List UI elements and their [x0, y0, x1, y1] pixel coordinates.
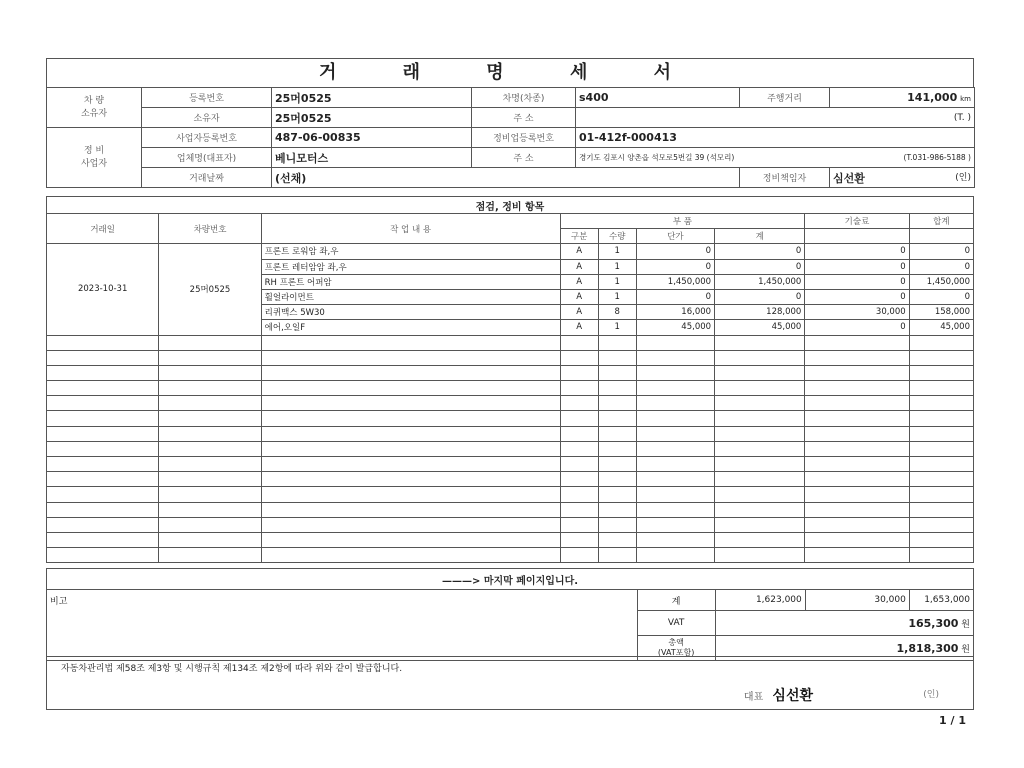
col-total-blank	[909, 229, 973, 244]
table-row	[47, 532, 974, 547]
shop-address-value: 경기도 김포시 양촌읍 석모로5번길 39 (석모리)	[579, 153, 735, 162]
blank-date	[47, 396, 159, 411]
blank-cell	[261, 411, 560, 426]
blank-cell	[636, 441, 714, 456]
item-subtotal: 0	[715, 244, 805, 259]
grand-total-won: 원	[961, 644, 970, 655]
item-subtotal: 0	[715, 259, 805, 274]
blank-cell	[715, 441, 805, 456]
issue-statement: 자동차관리법 제58조 제3항 및 시행규칙 제134조 제2항에 따라 위와 같이 발급합니다.	[61, 664, 403, 674]
item-unit-price: 16,000	[636, 305, 714, 320]
blank-cell	[560, 350, 598, 365]
blank-cell	[715, 396, 805, 411]
item-type: A	[560, 259, 598, 274]
mileage-cell	[830, 88, 975, 108]
blank-cell	[261, 548, 560, 563]
col-labor-blank	[805, 229, 909, 244]
blank-cell	[909, 548, 973, 563]
item-labor: 0	[805, 259, 909, 274]
blank-cell	[598, 411, 636, 426]
item-unit-price: 0	[636, 244, 714, 259]
item-total: 1,450,000	[909, 274, 973, 289]
blank-car	[159, 350, 261, 365]
blank-cell	[909, 517, 973, 532]
remark-label: 비고	[47, 590, 638, 661]
owner-value: 25머0525	[272, 108, 472, 128]
blank-cell	[909, 472, 973, 487]
blank-cell	[715, 457, 805, 472]
blank-car	[159, 487, 261, 502]
blank-cell	[636, 472, 714, 487]
blank-cell	[560, 411, 598, 426]
blank-date	[47, 350, 159, 365]
blank-cell	[715, 472, 805, 487]
blank-cell	[598, 441, 636, 456]
item-type: A	[560, 305, 598, 320]
model-label: 차명(차종)	[472, 88, 576, 108]
manager-seal: (인)	[955, 172, 971, 183]
blank-cell	[805, 472, 909, 487]
table-row	[47, 457, 974, 472]
blank-date	[47, 517, 159, 532]
blank-cell	[598, 517, 636, 532]
blank-cell	[805, 381, 909, 396]
blank-cell	[909, 365, 973, 380]
table-row	[47, 335, 974, 350]
item-total: 0	[909, 289, 973, 304]
blank-cell	[636, 487, 714, 502]
item-work: 프론트 로워암 좌,우	[261, 244, 560, 259]
blank-cell	[598, 472, 636, 487]
blank-date	[47, 335, 159, 350]
shop-number-value: 01-412f-000413	[576, 128, 975, 148]
blank-cell	[805, 441, 909, 456]
blank-cell	[560, 396, 598, 411]
col-qty: 수량	[598, 229, 636, 244]
item-labor: 0	[805, 274, 909, 289]
blank-car	[159, 426, 261, 441]
item-type: A	[560, 289, 598, 304]
blank-date	[47, 411, 159, 426]
item-work: 휠얼라이먼트	[261, 289, 560, 304]
blank-car	[159, 548, 261, 563]
blank-cell	[261, 426, 560, 441]
blank-cell	[598, 532, 636, 547]
blank-cell	[909, 532, 973, 547]
blank-cell	[261, 350, 560, 365]
document-title: 거 래 명 세 서	[46, 58, 974, 88]
blank-cell	[715, 381, 805, 396]
sum-total: 1,653,000	[909, 590, 973, 611]
blank-date	[47, 502, 159, 517]
blank-cell	[560, 426, 598, 441]
table-row	[47, 396, 974, 411]
blank-cell	[636, 457, 714, 472]
page-number: 1 / 1	[939, 714, 966, 727]
col-car: 차량번호	[159, 214, 261, 244]
mileage-unit: km	[960, 95, 971, 103]
vat-cell	[715, 611, 973, 636]
blank-cell	[598, 502, 636, 517]
blank-cell	[598, 365, 636, 380]
blank-car	[159, 411, 261, 426]
owner-label: 소유자	[142, 108, 272, 128]
item-labor: 0	[805, 289, 909, 304]
table-row	[47, 350, 974, 365]
mileage-label: 주행거리	[740, 88, 830, 108]
grand-total-value: 1,818,300	[896, 641, 959, 655]
blank-cell	[261, 502, 560, 517]
blank-cell	[598, 457, 636, 472]
col-total: 합계	[909, 214, 973, 229]
blank-cell	[636, 411, 714, 426]
item-qty: 1	[598, 259, 636, 274]
blank-car	[159, 472, 261, 487]
item-type: A	[560, 274, 598, 289]
blank-cell	[909, 441, 973, 456]
table-row	[47, 487, 974, 502]
table-row	[47, 244, 974, 259]
item-work: 에어,오일F	[261, 320, 560, 335]
item-unit-price: 0	[636, 259, 714, 274]
blank-cell	[560, 365, 598, 380]
item-subtotal: 128,000	[715, 305, 805, 320]
item-unit-price: 45,000	[636, 320, 714, 335]
blank-cell	[636, 532, 714, 547]
blank-cell	[636, 350, 714, 365]
blank-cell	[261, 365, 560, 380]
blank-cell	[715, 517, 805, 532]
section-title: 점검, 정비 항목	[47, 197, 974, 214]
vehicle-address-value: (T. )	[576, 108, 975, 128]
blank-cell	[560, 517, 598, 532]
summary-table	[46, 568, 974, 661]
blank-cell	[805, 350, 909, 365]
blank-cell	[805, 335, 909, 350]
blank-date	[47, 381, 159, 396]
blank-cell	[261, 441, 560, 456]
shop-name-label: 업체명(대표자)	[142, 148, 272, 168]
blank-cell	[261, 457, 560, 472]
blank-cell	[598, 487, 636, 502]
item-work: RH 프론트 어퍼암	[261, 274, 560, 289]
blank-cell	[261, 472, 560, 487]
col-subtotal: 계	[715, 229, 805, 244]
table-row	[47, 426, 974, 441]
table-row	[47, 411, 974, 426]
header-info	[46, 87, 974, 188]
blank-date	[47, 426, 159, 441]
blank-cell	[636, 335, 714, 350]
blank-cell	[715, 335, 805, 350]
item-qty: 1	[598, 274, 636, 289]
item-labor: 30,000	[805, 305, 909, 320]
item-qty: 1	[598, 244, 636, 259]
item-subtotal: 45,000	[715, 320, 805, 335]
blank-date	[47, 457, 159, 472]
blank-cell	[715, 502, 805, 517]
blank-cell	[598, 350, 636, 365]
col-work: 작 업 내 용	[261, 214, 560, 244]
item-work: 프론트 레터암암 좌,우	[261, 259, 560, 274]
table-row	[47, 381, 974, 396]
item-car: 25머0525	[159, 244, 261, 335]
blank-cell	[261, 487, 560, 502]
mileage-value: 141,000	[907, 91, 958, 104]
table-row	[47, 472, 974, 487]
item-total: 45,000	[909, 320, 973, 335]
blank-cell	[909, 381, 973, 396]
vat-won: 원	[961, 619, 970, 630]
table-row	[47, 365, 974, 380]
blank-date	[47, 548, 159, 563]
grand-total-label: 총액 (VAT포함)	[637, 636, 715, 661]
blank-cell	[636, 548, 714, 563]
table-row	[47, 517, 974, 532]
blank-cell	[805, 457, 909, 472]
rep-seal: (인)	[923, 690, 939, 700]
blank-date	[47, 532, 159, 547]
blank-cell	[560, 472, 598, 487]
blank-cell	[805, 365, 909, 380]
blank-date	[47, 441, 159, 456]
blank-cell	[560, 335, 598, 350]
blank-cell	[560, 381, 598, 396]
item-total: 0	[909, 259, 973, 274]
blank-car	[159, 441, 261, 456]
col-type: 구분	[560, 229, 598, 244]
blank-cell	[715, 411, 805, 426]
blank-cell	[909, 426, 973, 441]
blank-cell	[805, 487, 909, 502]
blank-cell	[598, 548, 636, 563]
blank-cell	[805, 502, 909, 517]
blank-cell	[715, 350, 805, 365]
blank-cell	[560, 441, 598, 456]
blank-cell	[805, 426, 909, 441]
col-unit-price: 단가	[636, 229, 714, 244]
blank-cell	[598, 335, 636, 350]
items-table	[46, 196, 974, 563]
blank-car	[159, 365, 261, 380]
footer-note	[46, 656, 974, 710]
blank-cell	[715, 487, 805, 502]
blank-cell	[636, 517, 714, 532]
blank-cell	[261, 532, 560, 547]
blank-cell	[636, 426, 714, 441]
vehicle-address-label: 주 소	[472, 108, 576, 128]
shop-address-label: 주 소	[472, 148, 576, 168]
model-value: s400	[576, 88, 740, 108]
blank-cell	[636, 502, 714, 517]
manager-value: 심선환	[833, 171, 865, 185]
blank-car	[159, 457, 261, 472]
item-subtotal: 1,450,000	[715, 274, 805, 289]
blank-cell	[715, 532, 805, 547]
blank-cell	[909, 350, 973, 365]
item-date: 2023-10-31	[47, 244, 159, 335]
item-labor: 0	[805, 320, 909, 335]
blank-cell	[909, 487, 973, 502]
manager-cell	[830, 168, 975, 188]
blank-cell	[805, 411, 909, 426]
blank-cell	[805, 517, 909, 532]
item-work: 리퀴맥스 5W30	[261, 305, 560, 320]
shop-number-label: 정비업등록번호	[472, 128, 576, 148]
item-total: 0	[909, 244, 973, 259]
item-unit-price: 0	[636, 289, 714, 304]
table-row	[47, 548, 974, 563]
blank-date	[47, 487, 159, 502]
blank-cell	[560, 532, 598, 547]
vat-label: VAT	[637, 611, 715, 636]
blank-cell	[805, 532, 909, 547]
last-page-note: ———> 마지막 페이지입니다.	[47, 569, 974, 590]
blank-cell	[909, 396, 973, 411]
blank-cell	[261, 335, 560, 350]
item-labor: 0	[805, 244, 909, 259]
blank-car	[159, 532, 261, 547]
sum-parts: 1,623,000	[715, 590, 805, 611]
item-subtotal: 0	[715, 289, 805, 304]
blank-cell	[560, 487, 598, 502]
col-date: 거래일	[47, 214, 159, 244]
reg-number-label: 등록번호	[142, 88, 272, 108]
blank-cell	[805, 548, 909, 563]
table-row	[47, 441, 974, 456]
blank-date	[47, 365, 159, 380]
sum-label: 계	[637, 590, 715, 611]
item-qty: 1	[598, 289, 636, 304]
deal-date-label: 거래날짜	[142, 168, 272, 188]
blank-car	[159, 381, 261, 396]
blank-cell	[636, 381, 714, 396]
blank-cell	[715, 426, 805, 441]
blank-cell	[261, 517, 560, 532]
blank-cell	[261, 396, 560, 411]
blank-car	[159, 396, 261, 411]
col-labor: 기술료	[805, 214, 909, 229]
shop-name-value: 베니모터스	[272, 148, 472, 168]
blank-cell	[909, 335, 973, 350]
blank-cell	[598, 381, 636, 396]
blank-cell	[598, 396, 636, 411]
blank-cell	[909, 502, 973, 517]
col-parts: 부 품	[560, 214, 805, 229]
table-row	[47, 502, 974, 517]
blank-car	[159, 502, 261, 517]
blank-cell	[560, 548, 598, 563]
representative	[744, 685, 813, 705]
blank-cell	[261, 381, 560, 396]
blank-cell	[805, 396, 909, 411]
blank-car	[159, 517, 261, 532]
item-qty: 1	[598, 320, 636, 335]
shop-tel: (T.031-986-5188 )	[903, 153, 971, 162]
manager-label: 정비책임자	[740, 168, 830, 188]
blank-cell	[909, 457, 973, 472]
blank-cell	[560, 457, 598, 472]
item-unit-price: 1,450,000	[636, 274, 714, 289]
item-type: A	[560, 244, 598, 259]
blank-car	[159, 335, 261, 350]
biz-number-label: 사업자등록번호	[142, 128, 272, 148]
vat-value: 165,300	[908, 616, 959, 630]
biz-number-value: 487-06-00835	[272, 128, 472, 148]
rep-label: 대표	[743, 692, 764, 703]
item-qty: 8	[598, 305, 636, 320]
blank-cell	[909, 411, 973, 426]
vehicle-group-label: 차 량 소유자	[47, 88, 142, 128]
item-total: 158,000	[909, 305, 973, 320]
shop-address-cell	[576, 148, 975, 168]
blank-cell	[560, 502, 598, 517]
blank-date	[47, 472, 159, 487]
sum-labor: 30,000	[805, 590, 909, 611]
blank-cell	[598, 426, 636, 441]
rep-name: 심선환	[772, 688, 813, 704]
reg-number-value: 25머0525	[272, 88, 472, 108]
blank-cell	[715, 548, 805, 563]
blank-cell	[636, 396, 714, 411]
shop-group-label: 정 비 사업자	[47, 128, 142, 188]
item-type: A	[560, 320, 598, 335]
blank-cell	[636, 365, 714, 380]
blank-cell	[715, 365, 805, 380]
deal-date-value: (선채)	[272, 168, 740, 188]
